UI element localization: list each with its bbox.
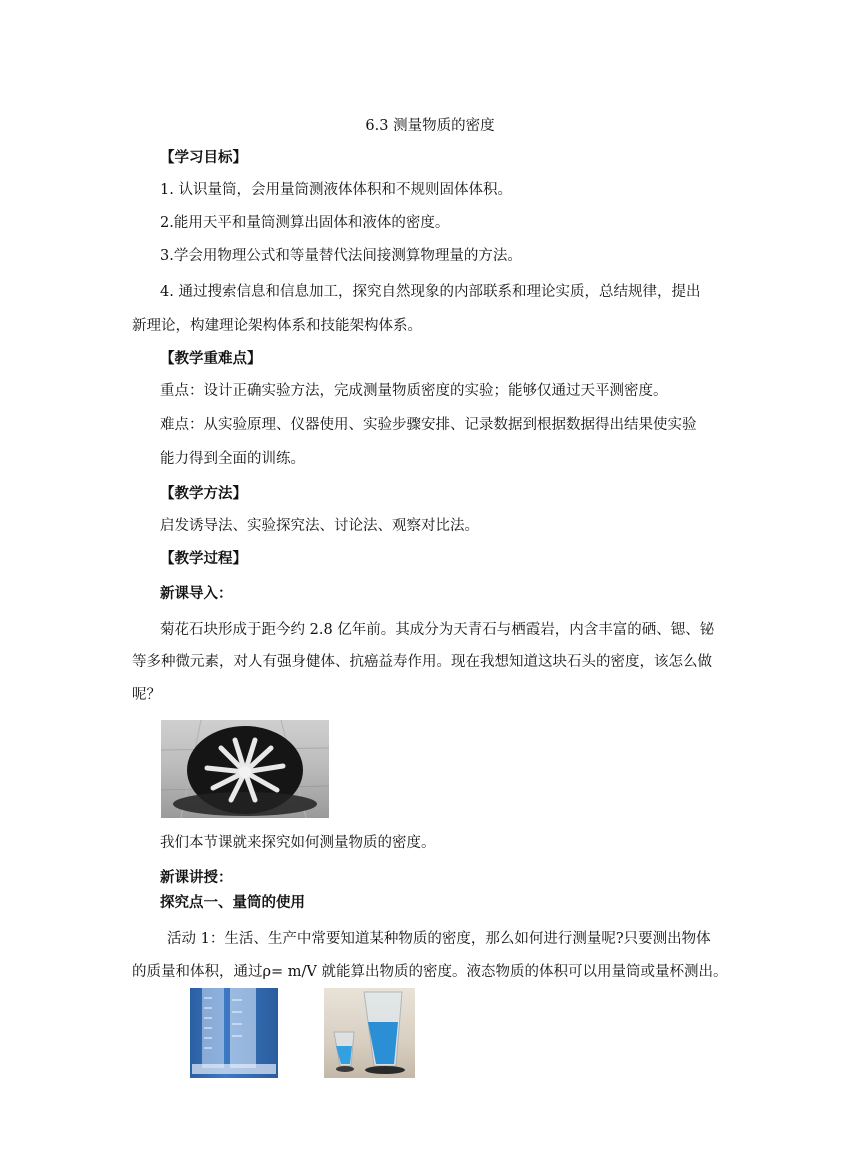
lecture-heading: 新课讲授： (160, 869, 233, 886)
point1-heading: 探究点一、量筒的使用 (160, 894, 305, 911)
objective-item: 2.能用天平和量筒测算出固体和液体的密度。 (160, 215, 450, 231)
activity-paragraph-line: 活动 1：生活、生产中常要知道某种物质的密度，那么如何进行测量呢?只要测出物体 (167, 931, 711, 947)
chrysanthemum-stone-image (161, 720, 329, 818)
graduated-cylinder-image (190, 988, 278, 1078)
intro-paragraph-line: 呢？ (132, 687, 161, 703)
intro-heading: 新课导入： (160, 585, 233, 602)
objective-item: 4. 通过搜索信息和信息加工，探究自然现象的内部联系和理论实质，总结规律，提出 (160, 284, 701, 300)
process-heading: 【教学过程】 (160, 550, 247, 567)
transition-text: 我们本节课就来探究如何测量物质的密度。 (160, 835, 436, 851)
key-points-heading: 【教学重难点】 (160, 350, 262, 367)
objective-item: 3.学会用物理公式和等量替代法间接测算物理量的方法。 (160, 248, 522, 264)
intro-paragraph-line: 菊花石块形成于距今约 2.8 亿年前。其成分为天青石与栖霞岩，内含丰富的硒、锶、铋 (160, 622, 715, 638)
activity-paragraph-line: 的质量和体积，通过ρ= m/V 就能算出物质的密度。液态物质的体积可以用量筒或量杯测出。 (132, 964, 728, 980)
page-title: 6.3 测量物质的密度 (365, 118, 495, 134)
measuring-cup-image (324, 988, 415, 1078)
difficult-point-text-continued: 能力得到全面的训练。 (160, 451, 305, 467)
difficult-point-text: 难点：从实验原理、仪器使用、实验步骤安排、记录数据到根据数据得出结果使实验 (160, 417, 697, 433)
key-point-text: 重点：设计正确实验方法，完成测量物质密度的实验；能够仅通过天平测密度。 (160, 383, 668, 399)
intro-paragraph-line: 等多种微元素，对人有强身健体、抗癌益寿作用。现在我想知道这块石头的密度，该怎么做 (132, 654, 712, 670)
methods-heading: 【教学方法】 (160, 485, 247, 502)
objectives-heading: 【学习目标】 (160, 149, 247, 166)
objective-item-continued: 新理论，构建理论架构体系和技能架构体系。 (132, 318, 422, 334)
methods-text: 启发诱导法、实验探究法、讨论法、观察对比法。 (160, 518, 479, 534)
objective-item: 1. 认识量筒，会用量筒测液体体积和不规则固体体积。 (160, 182, 512, 198)
